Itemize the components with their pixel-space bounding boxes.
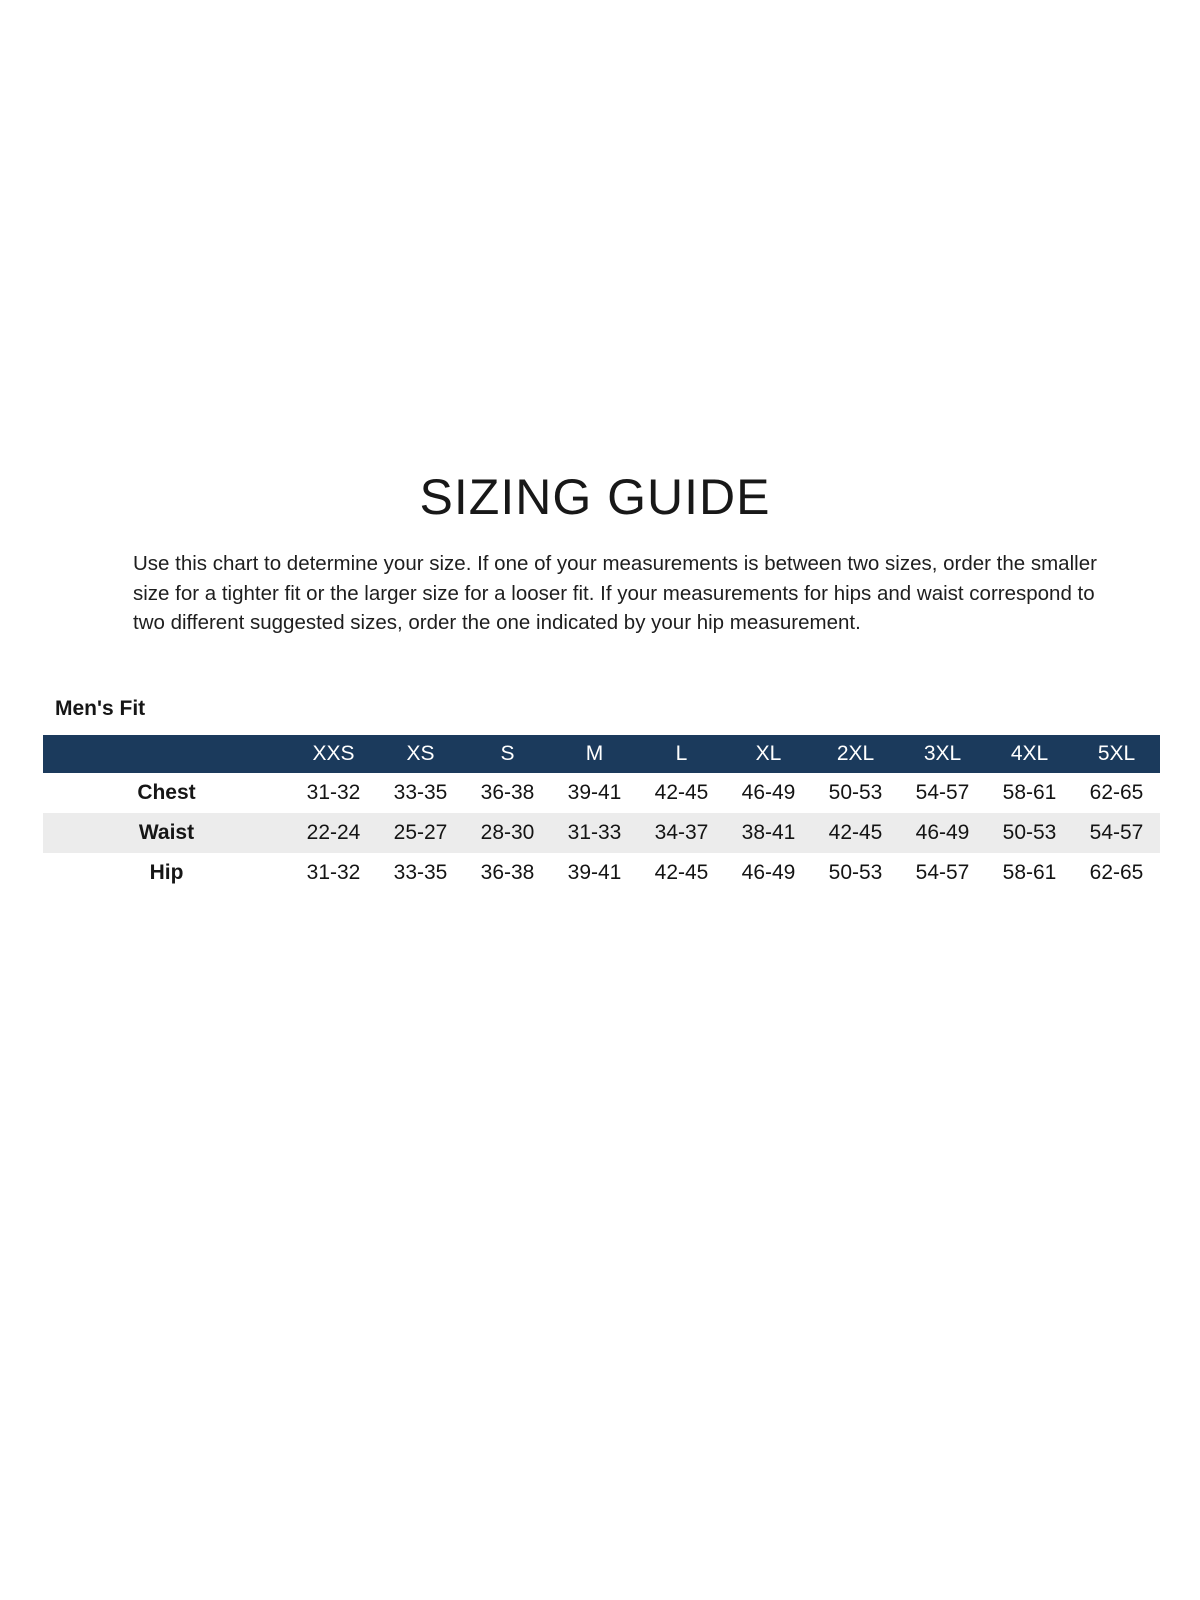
size-table-header-row [43, 735, 1160, 773]
size-value-cell: 50-53 [828, 781, 883, 804]
size-table-corner-cell [43, 735, 290, 773]
size-value-cell: 54-57 [915, 781, 970, 804]
size-value-cell: 58-61 [1002, 861, 1057, 884]
intro-line-3: two different suggested sizes, order the one indicated by your hip measurement. [133, 611, 861, 634]
size-column-header-XS: XS [377, 735, 464, 773]
size-value-cell: 33-35 [393, 781, 448, 804]
size-column-header-5XL: 5XL [1073, 735, 1160, 773]
size-column-header-2XL: 2XL [812, 735, 899, 773]
size-value-cell: 46-49 [915, 821, 970, 844]
row-label-waist: Waist [138, 821, 195, 844]
size-value-cell: 31-32 [306, 781, 361, 804]
size-table-row-hip [43, 853, 1160, 893]
size-column-header-S: S [464, 735, 551, 773]
size-value-cell: 54-57 [915, 861, 970, 884]
size-value-cell: 42-45 [654, 781, 709, 804]
size-value-cell: 22-24 [306, 821, 361, 844]
size-value-cell: 31-32 [306, 861, 361, 884]
size-column-header-XXS: XXS [290, 735, 377, 773]
size-value-cell: 33-35 [393, 861, 448, 884]
intro-paragraph [133, 549, 1097, 638]
size-value-cell: 31-33 [567, 821, 622, 844]
size-value-cell: 50-53 [1002, 821, 1057, 844]
size-column-header-3XL: 3XL [899, 735, 986, 773]
mens-fit-size-table [43, 735, 1160, 893]
size-value-cell: 58-61 [1002, 781, 1057, 804]
size-value-cell: 46-49 [741, 781, 796, 804]
intro-line-1: Use this chart to determine your size. If one of your measurements is between two sizes, order the smaller [133, 552, 1097, 575]
size-value-cell: 62-65 [1089, 861, 1144, 884]
size-value-cell: 25-27 [393, 821, 448, 844]
size-table-row-waist [43, 813, 1160, 853]
size-value-cell: 54-57 [1089, 821, 1144, 844]
size-column-header-L: L [638, 735, 725, 773]
size-value-cell: 42-45 [654, 861, 709, 884]
section-label-mens-fit: Men's Fit [55, 697, 146, 720]
size-column-header-4XL: 4XL [986, 735, 1073, 773]
size-value-cell: 36-38 [480, 861, 535, 884]
size-value-cell: 38-41 [741, 821, 796, 844]
size-value-cell: 50-53 [828, 861, 883, 884]
size-value-cell: 39-41 [567, 861, 622, 884]
row-label-hip: Hip [149, 861, 184, 884]
size-column-header-XL: XL [725, 735, 812, 773]
size-value-cell: 39-41 [567, 781, 622, 804]
row-label-chest: Chest [137, 781, 196, 804]
size-value-cell: 36-38 [480, 781, 535, 804]
size-value-cell: 28-30 [480, 821, 535, 844]
size-table-row-chest [43, 773, 1160, 813]
size-value-cell: 42-45 [828, 821, 883, 844]
size-value-cell: 34-37 [654, 821, 709, 844]
size-column-header-M: M [551, 735, 638, 773]
intro-line-2: size for a tighter fit or the larger size for a looser fit. If your measurements for hips and waist correspond to [133, 581, 1095, 605]
page-title: SIZING GUIDE [419, 469, 771, 525]
size-value-cell: 46-49 [741, 861, 796, 884]
size-value-cell: 62-65 [1089, 781, 1144, 804]
